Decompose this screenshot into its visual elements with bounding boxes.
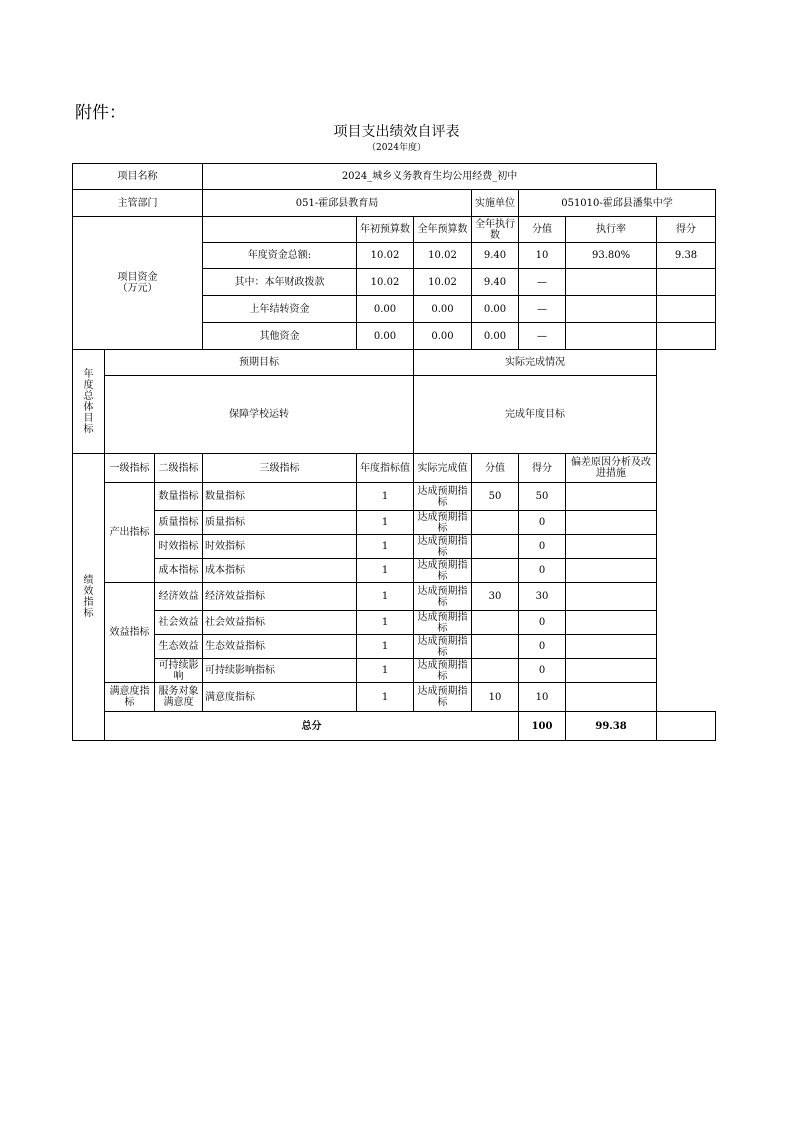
- level3-indicator: 生态效益指标: [203, 635, 357, 659]
- score: 0: [519, 659, 566, 683]
- funds-annual: 10.02: [414, 243, 472, 269]
- indicator-row: [73, 511, 716, 535]
- target-value: 1: [357, 535, 414, 559]
- level2-indicator: 社会效益: [155, 611, 203, 635]
- score: 10: [519, 683, 566, 712]
- funds-executed: 9.40: [472, 243, 519, 269]
- funds-score: 9.38: [657, 243, 716, 269]
- score-value: [472, 635, 519, 659]
- level1-indicator: 产出指标: [105, 483, 155, 583]
- expected-goal: 保障学校运转: [105, 376, 414, 454]
- funds-header: 全年预算数: [414, 217, 472, 243]
- total-value: 100: [519, 712, 566, 741]
- funds-annual: 0.00: [414, 296, 472, 323]
- perf-header: 实际完成值: [414, 454, 472, 483]
- funds-score: [657, 296, 716, 323]
- funds-header: 得分: [657, 217, 716, 243]
- funds-score-value: —: [519, 323, 566, 350]
- actual-value: 达成预期指标: [414, 583, 472, 611]
- funds-header: 年初预算数: [357, 217, 414, 243]
- level1-indicator: 效益指标: [105, 583, 155, 683]
- actual-value: 达成预期指标: [414, 683, 472, 712]
- score: 0: [519, 635, 566, 659]
- perf-header: 得分: [519, 454, 566, 483]
- unit-value: 051010-霍邱县潘集中学: [519, 190, 716, 217]
- target-value: 1: [357, 483, 414, 511]
- page-title: 项目支出绩效自评表: [333, 124, 460, 140]
- score: 30: [519, 583, 566, 611]
- deviation-analysis: [566, 559, 657, 583]
- deviation-analysis: [566, 535, 657, 559]
- funds-executed: 9.40: [472, 269, 519, 296]
- funds-annual: 10.02: [414, 269, 472, 296]
- level1-indicator: 满意度指标: [105, 683, 155, 712]
- target-value: 1: [357, 659, 414, 683]
- funds-score-value: —: [519, 269, 566, 296]
- actual-value: 达成预期指标: [414, 483, 472, 511]
- performance-indicators-label: 绩 效 指 标: [73, 454, 105, 741]
- funds-score: [657, 323, 716, 350]
- target-value: 1: [357, 511, 414, 535]
- funds-row-name: 年度资金总额:: [203, 243, 357, 269]
- total-blank: [657, 712, 716, 741]
- indicator-row: [73, 611, 716, 635]
- level2-indicator: 质量指标: [155, 511, 203, 535]
- deviation-analysis: [566, 511, 657, 535]
- indicator-row: [73, 483, 716, 511]
- level2-indicator: 成本指标: [155, 559, 203, 583]
- deviation-analysis: [566, 659, 657, 683]
- attachment-label: 附件：: [75, 103, 126, 123]
- funds-row-name: 上年结转资金: [203, 296, 357, 323]
- perf-header: 年度指标值: [357, 454, 414, 483]
- funds-label-line2: （万元）: [117, 283, 158, 294]
- deviation-analysis: [566, 583, 657, 611]
- score-value: [472, 611, 519, 635]
- actual-result-header: 实际完成情况: [414, 350, 657, 376]
- score-value: [472, 659, 519, 683]
- funds-initial: 0.00: [357, 323, 414, 350]
- funds-initial: 10.02: [357, 243, 414, 269]
- funds-score: [657, 269, 716, 296]
- funds-row-name: 其他资金: [203, 323, 357, 350]
- indicator-row: [73, 583, 716, 611]
- project-name-label: 项目名称: [73, 164, 203, 190]
- level3-indicator: 质量指标: [203, 511, 357, 535]
- score-value: [472, 511, 519, 535]
- indicator-row: [73, 559, 716, 583]
- funds-header-blank: [203, 217, 357, 243]
- perf-header: 三级指标: [203, 454, 357, 483]
- perf-header: 分值: [472, 454, 519, 483]
- deviation-analysis: [566, 683, 657, 712]
- deviation-analysis: [566, 635, 657, 659]
- funds-header: 分值: [519, 217, 566, 243]
- funds-label-line1: 项目资金: [117, 272, 158, 283]
- actual-value: 达成预期指标: [414, 535, 472, 559]
- dept-label: 主管部门: [73, 190, 203, 217]
- level2-indicator: 数量指标: [155, 483, 203, 511]
- score: 0: [519, 535, 566, 559]
- funds-initial: 10.02: [357, 269, 414, 296]
- expected-goal-header: 预期目标: [105, 350, 414, 376]
- perf-header: 一级指标: [105, 454, 155, 483]
- report-year: （2024年度）: [367, 143, 426, 153]
- funds-initial: 0.00: [357, 296, 414, 323]
- perf-header: 二级指标: [155, 454, 203, 483]
- funds-executed: 0.00: [472, 296, 519, 323]
- level2-indicator: 时效指标: [155, 535, 203, 559]
- level3-indicator: 可持续影响指标: [203, 659, 357, 683]
- funds-rate: [566, 296, 657, 323]
- level2-indicator: 经济效益: [155, 583, 203, 611]
- total-score: 99.38: [566, 712, 657, 741]
- actual-value: 达成预期指标: [414, 611, 472, 635]
- funds-label: [73, 217, 203, 350]
- score-value: 10: [472, 683, 519, 712]
- score-value: 50: [472, 483, 519, 511]
- score: 0: [519, 611, 566, 635]
- funds-rate: [566, 323, 657, 350]
- actual-value: 达成预期指标: [414, 559, 472, 583]
- level3-indicator: 成本指标: [203, 559, 357, 583]
- level3-indicator: 数量指标: [203, 483, 357, 511]
- level2-indicator: 生态效益: [155, 635, 203, 659]
- indicator-row: [73, 635, 716, 659]
- perf-header: 偏差原因分析及改进措施: [566, 454, 657, 483]
- funds-executed: 0.00: [472, 323, 519, 350]
- score: 0: [519, 511, 566, 535]
- score-value: [472, 535, 519, 559]
- level2-indicator: 可持续影响: [155, 659, 203, 683]
- target-value: 1: [357, 635, 414, 659]
- level2-indicator: 服务对象满意度: [155, 683, 203, 712]
- actual-value: 达成预期指标: [414, 635, 472, 659]
- score-value: 30: [472, 583, 519, 611]
- unit-label: 实施单位: [472, 190, 519, 217]
- level3-indicator: 经济效益指标: [203, 583, 357, 611]
- score-value: [472, 559, 519, 583]
- project-name-value: 2024_城乡义务教育生均公用经费_初中: [203, 164, 657, 190]
- self-evaluation-table: [72, 163, 716, 741]
- actual-value: 达成预期指标: [414, 511, 472, 535]
- funds-annual: 0.00: [414, 323, 472, 350]
- score: 0: [519, 559, 566, 583]
- score: 50: [519, 483, 566, 511]
- funds-header: 执行率: [566, 217, 657, 243]
- indicator-row: [73, 683, 716, 712]
- actual-result: 完成年度目标: [414, 376, 657, 454]
- indicator-row: [73, 659, 716, 683]
- funds-header: 全年执行数: [472, 217, 519, 243]
- funds-score-value: —: [519, 296, 566, 323]
- indicator-row: [73, 535, 716, 559]
- target-value: 1: [357, 611, 414, 635]
- annual-goals-label: 年 度 总 体 目 标: [73, 350, 105, 454]
- level3-indicator: 时效指标: [203, 535, 357, 559]
- target-value: 1: [357, 683, 414, 712]
- target-value: 1: [357, 559, 414, 583]
- funds-row-name: 其中：本年财政拨款: [203, 269, 357, 296]
- deviation-analysis: [566, 611, 657, 635]
- dept-value: 051-霍邱县教育局: [203, 190, 472, 217]
- actual-value: 达成预期指标: [414, 659, 472, 683]
- total-label: 总分: [105, 712, 519, 741]
- level3-indicator: 社会效益指标: [203, 611, 357, 635]
- funds-rate: 93.80%: [566, 243, 657, 269]
- funds-score-value: 10: [519, 243, 566, 269]
- deviation-analysis: [566, 483, 657, 511]
- target-value: 1: [357, 583, 414, 611]
- funds-rate: [566, 269, 657, 296]
- level3-indicator: 满意度指标: [203, 683, 357, 712]
